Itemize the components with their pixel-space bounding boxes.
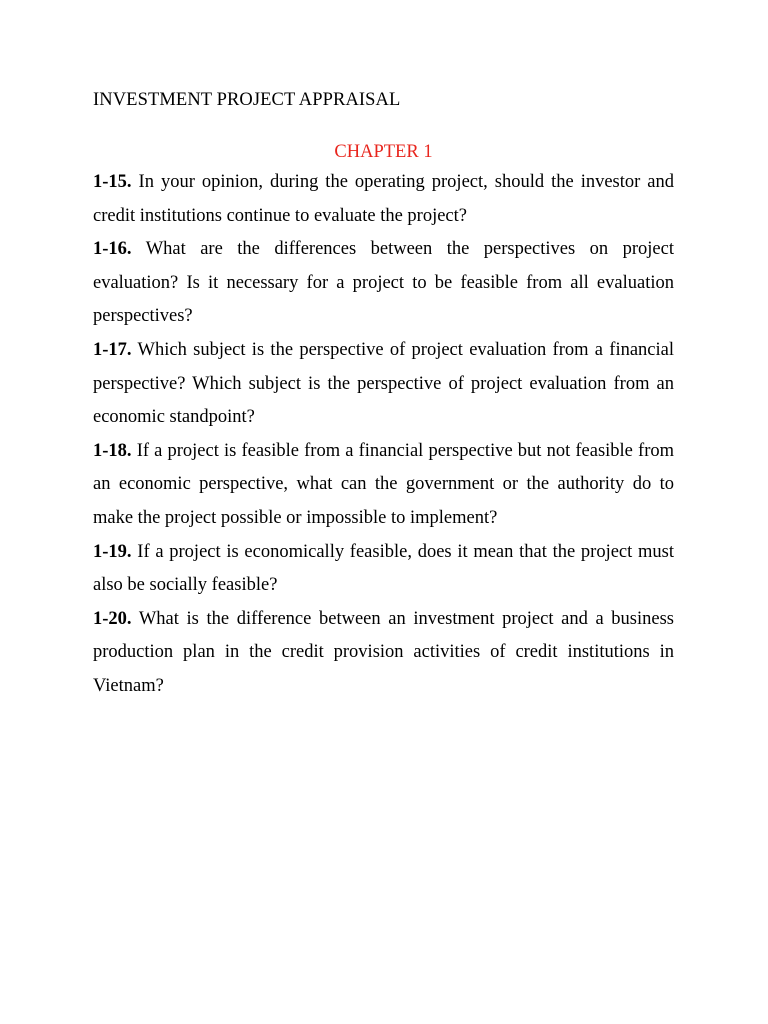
question-number: 1-18. bbox=[93, 440, 132, 461]
question-item bbox=[93, 536, 674, 603]
question-list bbox=[93, 166, 674, 704]
question-item bbox=[93, 435, 674, 536]
question-item bbox=[93, 233, 674, 334]
question-number: 1-15. bbox=[93, 172, 132, 192]
document-title: INVESTMENT PROJECT APPRAISAL bbox=[93, 90, 401, 110]
document-page bbox=[93, 88, 674, 704]
question-item bbox=[93, 166, 674, 233]
question-text: In your opinion, during the operating project, should the investor and credit institutions continue to evaluate the project? bbox=[93, 172, 674, 226]
chapter-heading: CHAPTER 1 bbox=[334, 142, 433, 162]
question-number: 1-20. bbox=[93, 608, 132, 629]
question-text: What are the differences between the perspectives on project evaluation? Is it necessary for a project to be feasible from all evaluation perspectives? bbox=[93, 239, 674, 327]
question-number: 1-19. bbox=[93, 541, 132, 562]
question-item bbox=[93, 603, 674, 704]
question-number: 1-17. bbox=[93, 339, 132, 360]
question-text: What is the difference between an investment project and a business production plan in the credit provision activities of credit institutions in Vietnam? bbox=[93, 608, 674, 696]
question-text: If a project is economically feasible, does it mean that the project must also be socially feasible? bbox=[93, 541, 674, 596]
question-text: If a project is feasible from a financial perspective but not feasible from an economic perspective, what can the government or the authority do to make the project possible or impossible to implement? bbox=[93, 440, 674, 528]
question-text: Which subject is the perspective of project evaluation from a financial perspective? Which subject is the perspective of project evaluation from an economic standpoint? bbox=[93, 339, 675, 428]
question-number: 1-16. bbox=[93, 239, 132, 260]
question-item bbox=[93, 334, 674, 435]
